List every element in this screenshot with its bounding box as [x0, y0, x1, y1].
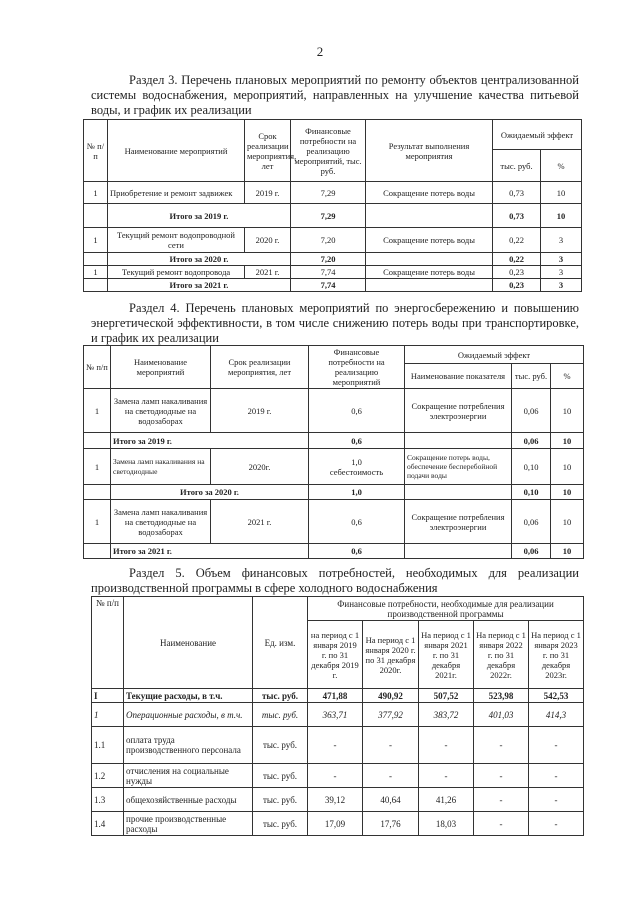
- header-unit: Ед. изм.: [253, 597, 308, 689]
- header-name: Наименование мероприятий: [111, 346, 211, 389]
- header-period: На период с 1 января 2020 г. по 31 декабря 2020г.: [363, 621, 419, 689]
- table-row: 1 Текущий ремонт водопровода 2021 г. 7,74 Сокращение потерь воды 0,23 3: [84, 266, 582, 279]
- section-4-table: [83, 345, 584, 559]
- header-unit-pct: %: [551, 364, 584, 389]
- section-4-title: Раздел 4. Перечень плановых мероприятий по энергосбережению и повышению энергетической эффективности, в том числе снижению потерь воды при транспортировке, и график их реализации: [91, 301, 579, 345]
- table-row: 1 Замена ламп накаливания на светодиодные 2020г. 1,0 себестоимость Сокращение потерь воды, обеспечение бесперебойной подачи воды 0,10 10: [84, 449, 584, 485]
- header-effect: Ожидаемый эффект: [405, 346, 584, 364]
- total-row: Итого за 2019 г. 7,29 0,73 10: [84, 204, 582, 228]
- table-row: 1.2 отчисления на социальные нужды тыс. руб. - - - - -: [92, 764, 584, 788]
- header-indicator: Наименование показателя: [405, 364, 512, 389]
- table-row: 1.4 прочие производственные расходы тыс. руб. 17,09 17,76 18,03 - -: [92, 812, 584, 836]
- header-unit-rub: тыс. руб.: [493, 150, 541, 182]
- header-finance: Финансовые потребности на реализацию мероприятий: [309, 346, 405, 389]
- page-number: 2: [316, 44, 324, 59]
- header-period: на период с 1 января 2019 г. по 31 декабря 2019 г.: [308, 621, 363, 689]
- table-row: I Текущие расходы, в т.ч. тыс. руб. 471,88 490,92 507,52 523,98 542,53: [92, 689, 584, 703]
- header-unit-pct: %: [541, 150, 582, 182]
- header-finance: Финансовые потребности, необходимые для реализации производственной программы: [308, 597, 584, 621]
- total-row: Итого за 2021 г. 7,74 0,23 3: [84, 279, 582, 292]
- header-term: Срок реализации мероприятия, лет: [211, 346, 309, 389]
- header-period: На период с 1 января 2023 г. по 31 декабря 2023г.: [529, 621, 584, 689]
- table-row: 1 Операционные расходы, в т.ч. тыс. руб. 363,71 377,92 383,72 401,03 414,3: [92, 703, 584, 727]
- total-row: Итого за 2021 г. 0,6 0,06 10: [84, 544, 584, 559]
- table-row: 1 Текущий ремонт водопроводной сети 2020 г. 7,20 Сокращение потерь воды 0,22 3: [84, 228, 582, 253]
- total-row: Итого за 2020 г. 7,20 0,22 3: [84, 253, 582, 266]
- table-row: 1 Замена ламп накаливания на светодиодные на водозаборах 2021 г. 0,6 Сокращение потребления электроэнергии 0,06 10: [84, 500, 584, 544]
- header-finance: Финансовые потребности на реализацию мероприятий, тыс. руб.: [291, 120, 366, 182]
- header-unit-rub: тыс. руб.: [512, 364, 551, 389]
- header-num: № п/ п: [84, 120, 108, 182]
- header-period: На период с 1 января 2021 г. по 31 декабря 2021г.: [419, 621, 474, 689]
- table-row: 1 Приобретение и ремонт задвижек 2019 г. 7,29 Сокращение потерь воды 0,73 10: [84, 182, 582, 204]
- section-3-title: Раздел 3. Перечень плановых мероприятий по ремонту объектов централизованной системы водоснабжения, мероприятий, направленных на улучшение качества питьевой воды, и график их реализации: [91, 73, 579, 117]
- header-name: Наименование: [124, 597, 253, 689]
- header-num: № п/п: [92, 597, 124, 689]
- total-row: Итого за 2020 г. 1,0 0,10 10: [84, 485, 584, 500]
- header-name: Наименование мероприятий: [108, 120, 245, 182]
- section-5-table: [91, 596, 584, 836]
- header-effect: Ожидаемый эффект: [493, 120, 582, 150]
- header-term: Срок реализации мероприятия, лет: [245, 120, 291, 182]
- section-5-title: Раздел 5. Объем финансовых потребностей, необходимых для реализации производственной программы в сфере холодного водоснабжения: [91, 566, 579, 595]
- total-row: Итого за 2019 г. 0,6 0,06 10: [84, 433, 584, 449]
- table-row: 1.1 оплата труда производственного персонала тыс. руб. - - - - -: [92, 727, 584, 764]
- header-num: № п/п: [84, 346, 111, 389]
- header-result: Результат выполнения мероприятия: [366, 120, 493, 182]
- table-row: 1 Замена ламп накаливания на светодиодные на водозаборах 2019 г. 0,6 Сокращение потребления электроэнергии 0,06 10: [84, 389, 584, 433]
- header-period: На период с 1 января 2022 г. по 31 декабря 2022г.: [474, 621, 529, 689]
- table-row: 1.3 общехозяйственные расходы тыс. руб. 39,12 40,64 41,26 - -: [92, 788, 584, 812]
- section-3-table: [83, 119, 582, 292]
